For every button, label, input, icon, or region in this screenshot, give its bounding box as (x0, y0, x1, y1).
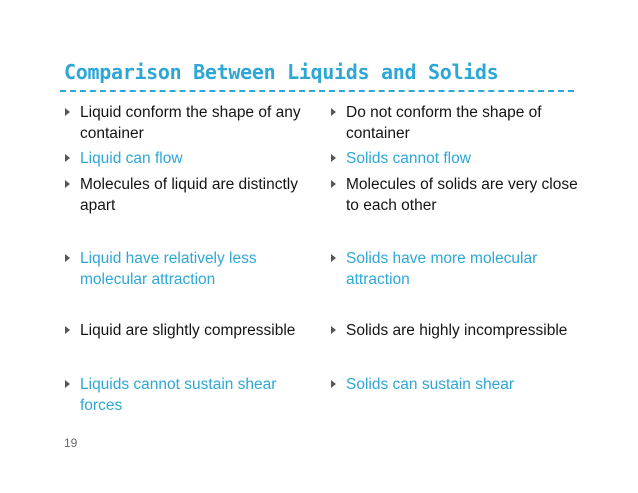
liquid-bullet-shear (64, 374, 316, 416)
liquid-bullet-attraction (64, 248, 316, 290)
bullet-text: Liquid have relatively less molecular attraction (80, 250, 257, 288)
solid-bullet-compressibility (330, 320, 567, 341)
liquid-bullet-molecules (64, 174, 316, 216)
triangle-right-icon (64, 174, 80, 195)
bullet-text: Molecules of solids are very close to each other (346, 176, 578, 214)
bullet-text: Liquid are slightly compressible (80, 322, 296, 339)
solid-bullet-molecules (330, 174, 580, 216)
triangle-right-icon (330, 102, 346, 123)
slide-title: Comparison Between Liquids and Solids (64, 60, 499, 84)
bullet-text: Solids are highly incompressible (346, 322, 568, 339)
bullet-text: Liquid can flow (80, 150, 183, 167)
triangle-right-icon (64, 248, 80, 269)
triangle-right-icon (64, 374, 80, 395)
liquid-bullet-shape (64, 102, 316, 144)
bullet-text: Liquids cannot sustain shear forces (80, 376, 277, 414)
liquid-bullet-flow (64, 148, 183, 169)
bullet-text: Molecules of liquid are distinctly apart (80, 176, 298, 214)
triangle-right-icon (330, 148, 346, 169)
bullet-text: Solids have more molecular attraction (346, 250, 538, 288)
solid-bullet-shear (330, 374, 514, 395)
triangle-right-icon (330, 174, 346, 195)
bullet-text: Do not conform the shape of container (346, 104, 542, 142)
solid-bullet-shape (330, 102, 580, 144)
bullet-text: Solids can sustain shear (346, 376, 515, 393)
triangle-right-icon (330, 248, 346, 269)
triangle-right-icon (330, 320, 346, 341)
triangle-right-icon (64, 148, 80, 169)
bullet-text: Liquid conform the shape of any container (80, 104, 301, 142)
page-number: 19 (64, 436, 78, 450)
liquid-bullet-compressibility (64, 320, 295, 341)
solid-bullet-flow (330, 148, 471, 169)
title-divider (60, 90, 574, 92)
bullet-text: Solids cannot flow (346, 150, 471, 167)
solid-bullet-attraction (330, 248, 580, 290)
triangle-right-icon (330, 374, 346, 395)
triangle-right-icon (64, 102, 80, 123)
triangle-right-icon (64, 320, 80, 341)
